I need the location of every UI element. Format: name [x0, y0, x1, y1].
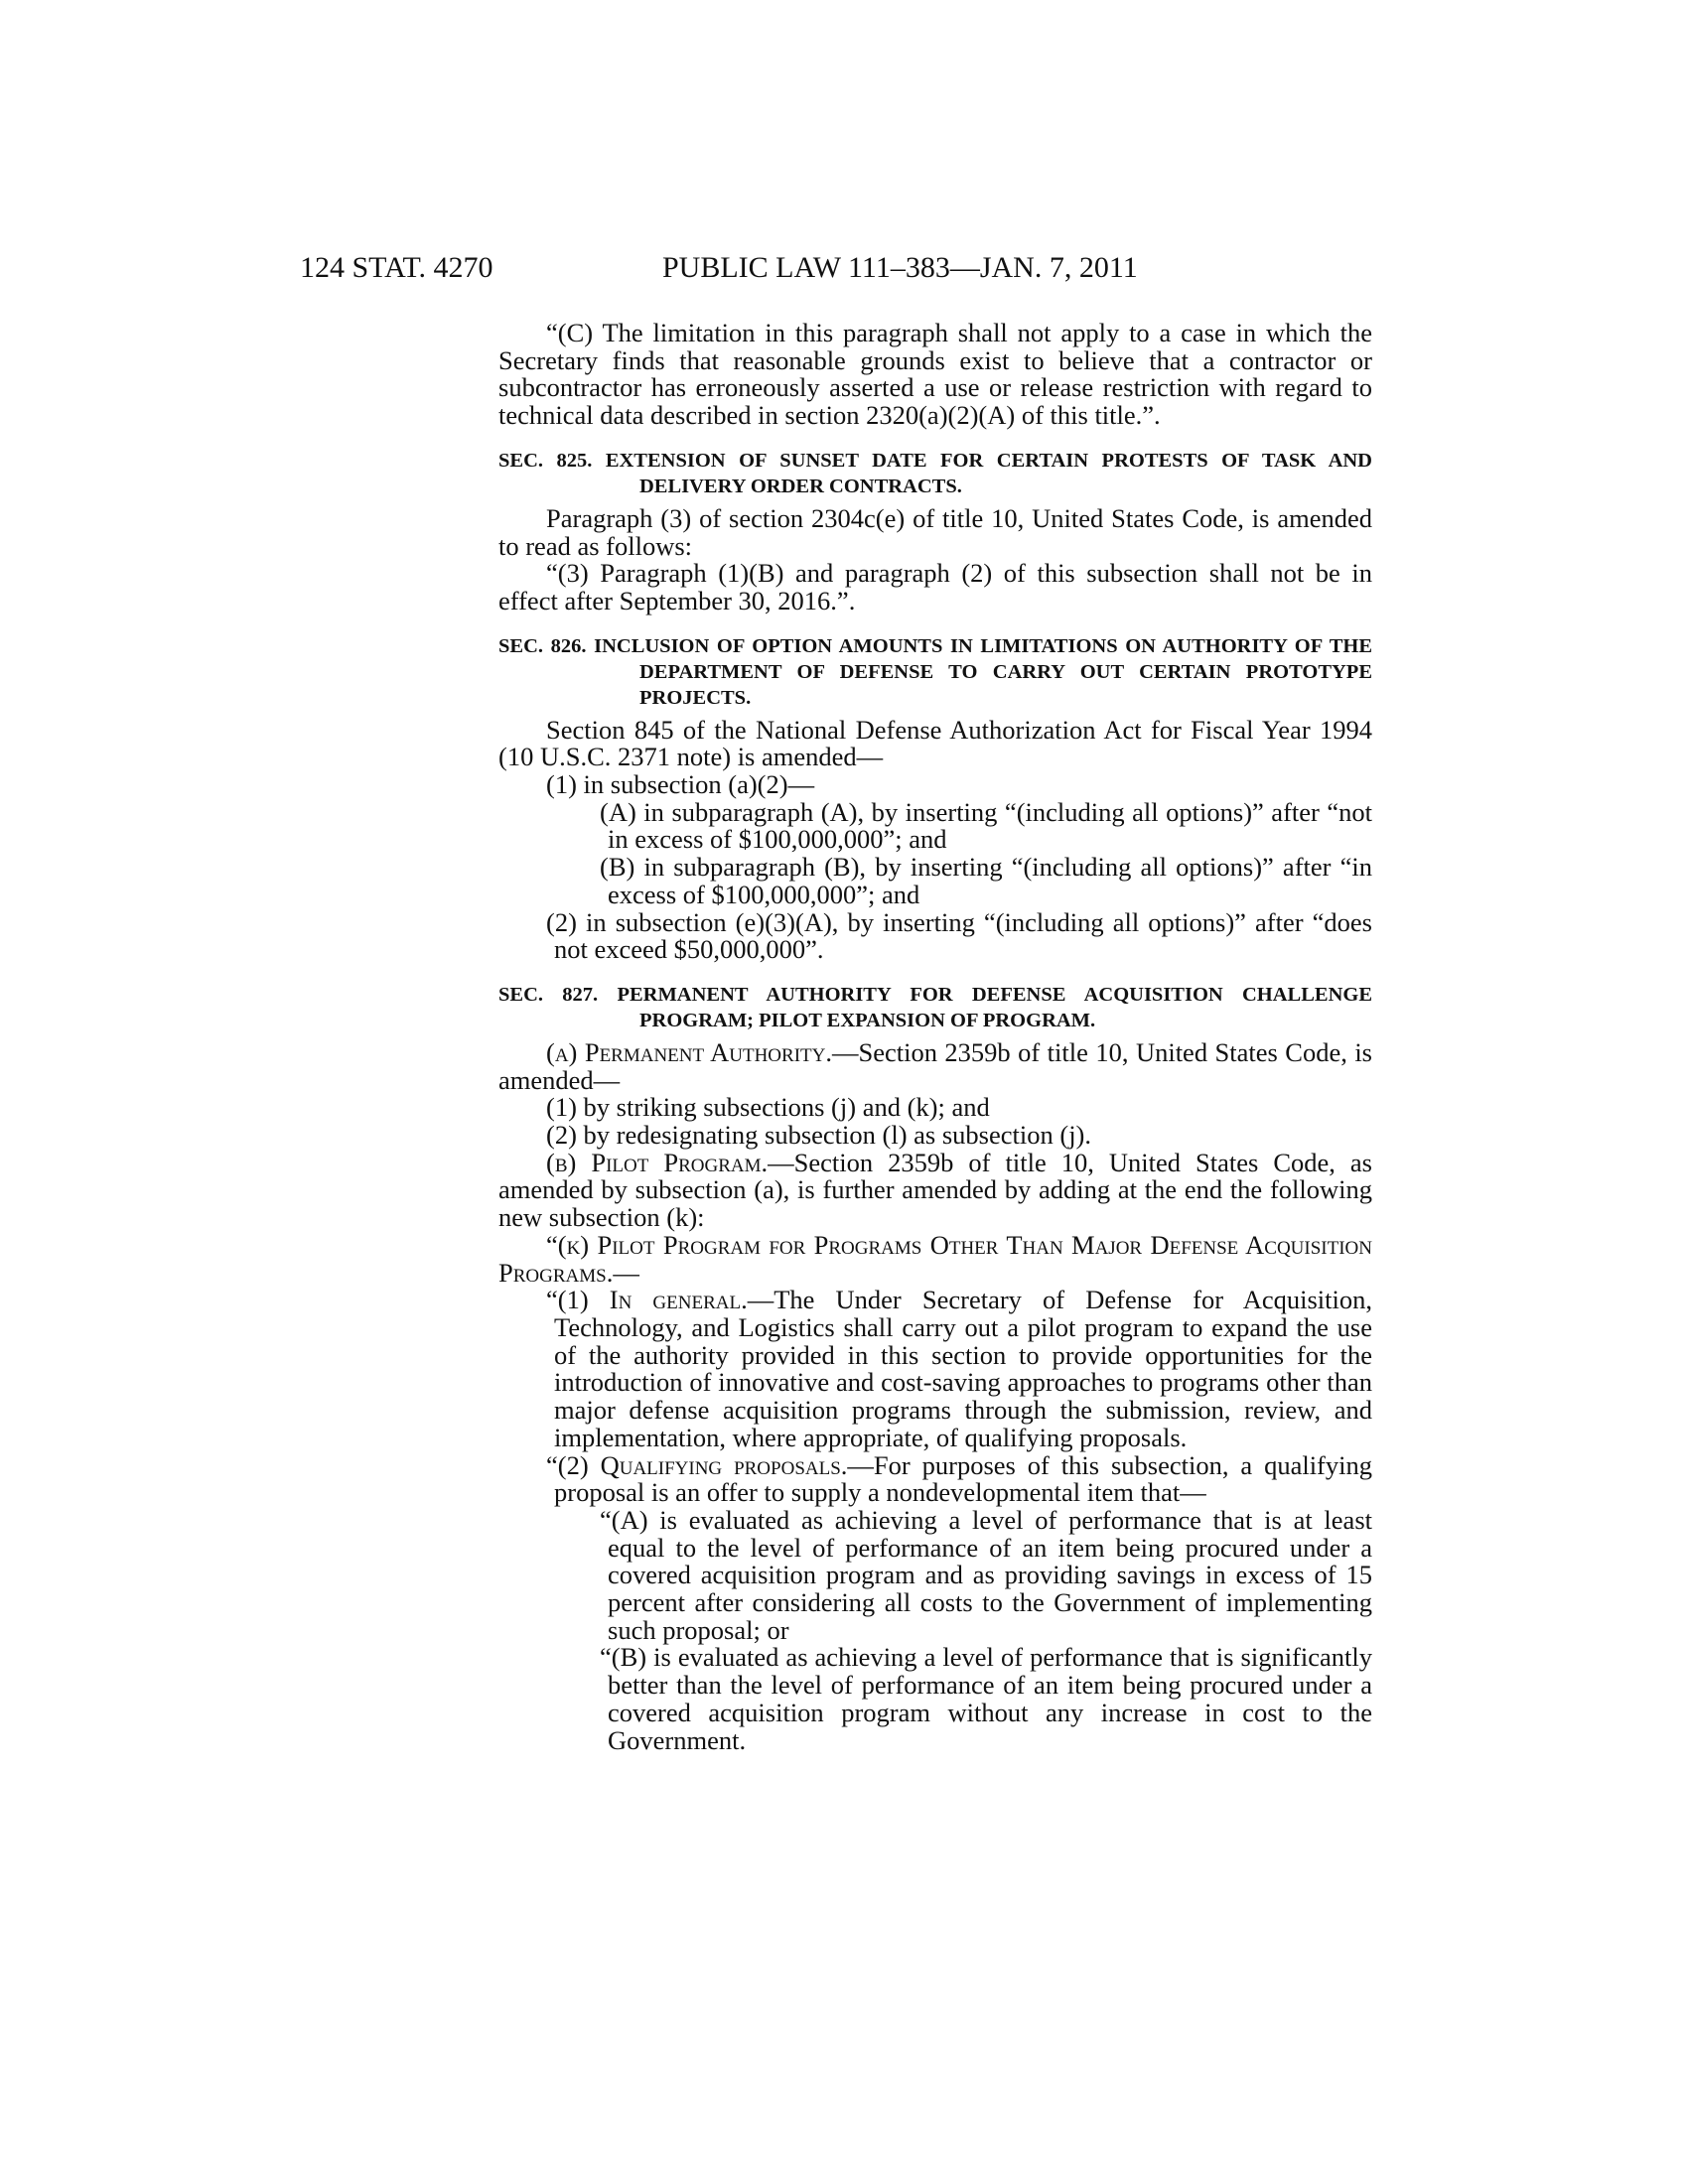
paragraph-k1 [546, 1285, 1372, 1452]
sec-826-item-1b: (B) in subparagraph (B), by inserting “(including all options)” after “in excess of $100,000,000”; and [600, 852, 1372, 909]
paragraph-c-continued: “(C) The limitation in this paragraph shall not apply to a case in which the Secretary finds that reasonable grounds exist to believe that a contractor or subcontractor has erroneously asserted a use or release restriction with regard to technical data described in section 2320(a)(2)(A) of this title.”. [498, 318, 1372, 431]
sec-826-item-2: (2) in subsection (e)(3)(A), by inserting “(including all options)” after “does not exceed $50,000,000”. [546, 906, 1372, 965]
statute-page-number: 124 STAT. 4270 [300, 251, 493, 284]
sec-827-subsection-a [498, 1036, 1372, 1095]
sec-827-subsection-b [498, 1147, 1372, 1233]
paragraph-k2-label: “(2) Qualifying proposals. [546, 1449, 848, 1480]
sec-826-item-1a: (A) in subparagraph (A), by inserting “(including all options)” after “not in excess of $100,000,000”; and [600, 796, 1372, 855]
sec-825-quoted-paragraph: “(3) Paragraph (1)(B) and paragraph (2) of this subsection shall not be in effect after September 30, 2016.”. [498, 558, 1372, 615]
sec-826-item-1: (1) in subsection (a)(2)— [546, 769, 815, 800]
sec-826-heading: SEC. 826. INCLUSION OF OPTION AMOUNTS IN LIMITATIONS ON AUTHORITY OF THE DEPARTMENT OF DEFENSE TO CARRY OUT CERTAIN PROTOTYPE PROJECTS. [498, 634, 1372, 709]
paragraph-k1-text: —The Under Secretary of Defense for Acquisition, Technology, and Logistics shall carry out a pilot program to expand the use of the authority provided in this section to provide opportunities for the introduction of innovative and cost-saving approaches to programs other than major defense acquisition programs through the submission, review, and implementation, where appropriate, of qualifying proposals. [554, 1285, 1372, 1452]
public-law-citation: PUBLIC LAW 111–383—JAN. 7, 2011 [662, 251, 1138, 284]
subsection-b-label: (b) Pilot Program. [546, 1147, 769, 1177]
sec-827-heading: SEC. 827. PERMANENT AUTHORITY FOR DEFENSE ACQUISITION CHALLENGE PROGRAM; PILOT EXPANSION OF PROGRAM. [498, 983, 1372, 1031]
sec-825-paragraph: Paragraph (3) of section 2304c(e) of title 10, United States Code, is amended to read as follows: [498, 502, 1372, 561]
sec-826-paragraph: Section 845 of the National Defense Authorization Act for Fiscal Year 1994 (10 U.S.C. 2371 note) is amended— [498, 714, 1372, 772]
document-body [498, 320, 1372, 1754]
subsection-k-heading: “(k) Pilot Program for Programs Other Than Major Defense Acquisition Programs.— [498, 1229, 1372, 1288]
subsection-a-label: (a) Permanent Authority. [546, 1036, 832, 1067]
paragraph-k2-text: —For purposes of this subsection, a qualifying proposal is an offer to supply a nondevelopmental item that— [554, 1449, 1372, 1508]
paragraph-k1-label: “(1) In general. [546, 1285, 748, 1315]
paragraph-k2 [546, 1449, 1372, 1508]
subsection-b-text: —Section 2359b of title 10, United States Code, as amended by subsection (a), is further amended by adding at the end the following new subsection (k): [498, 1147, 1372, 1233]
subparagraph-k2b: “(B) is evaluated as achieving a level of performance that is significantly better than the level of performance of an item being procured under a covered acquisition program without any increase in cost to the Government. [600, 1642, 1372, 1755]
sec-827-item-a2: (2) by redesignating subsection (l) as subsection (j). [546, 1120, 1092, 1151]
sec-827-item-a1: (1) by striking subsections (j) and (k); and [546, 1092, 990, 1123]
subparagraph-k2a: “(A) is evaluated as achieving a level of performance that is at least equal to the level of performance of an item being procured under a covered acquisition program and as providing savings in excess of 15 percent after considering all costs to the Government of implementing such proposal; or [600, 1504, 1372, 1645]
running-header [300, 248, 1372, 288]
sec-825-heading: SEC. 825. EXTENSION OF SUNSET DATE FOR CERTAIN PROTESTS OF TASK AND DELIVERY ORDER CONTRACTS. [498, 449, 1372, 497]
subsection-a-text: —Section 2359b of title 10, United States Code, is amended— [498, 1036, 1372, 1095]
